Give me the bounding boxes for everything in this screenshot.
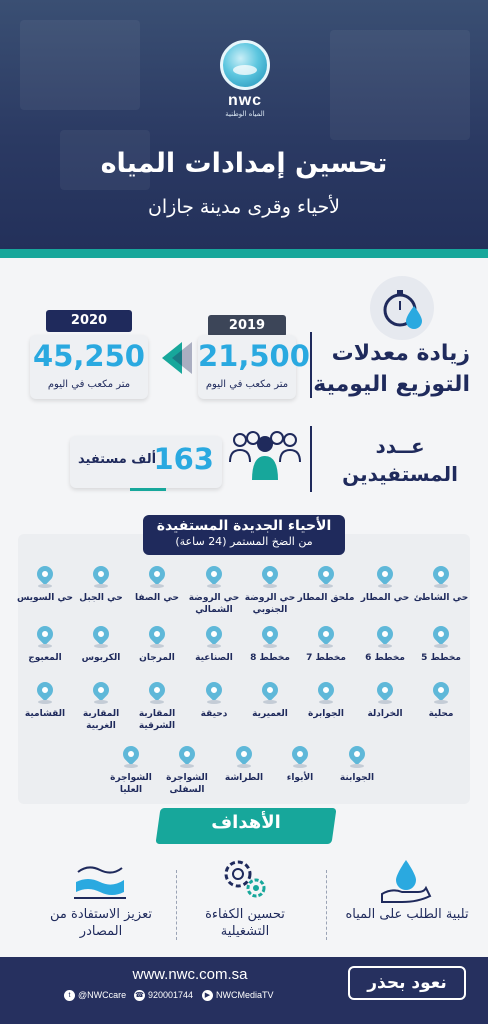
goal-label-resources: تعزيز الاستفادة من المصادر <box>50 907 152 939</box>
youtube-icon: ▶ <box>202 990 213 1001</box>
value-2019-card <box>198 335 310 399</box>
pin-shadow <box>207 700 221 704</box>
pin-shadow <box>263 644 277 648</box>
youtube-handle: NWCMediaTV <box>216 990 274 1000</box>
neighborhood-label: محلية <box>428 709 454 719</box>
twitter-handle: @NWCcare <box>78 990 127 1000</box>
pin-shadow <box>150 644 164 648</box>
neighborhood-label: الكربوس <box>81 653 121 663</box>
beneficiaries-value: 163 <box>153 442 214 476</box>
gears-icon <box>216 854 272 900</box>
neighborhood-label: ملحق المطار <box>297 593 355 603</box>
year-2019-tab: 2019 <box>208 315 286 337</box>
goals-divider-1 <box>326 870 327 940</box>
neighborhoods-title: الأحياء الجديدة المستفيدة <box>156 518 332 534</box>
beneficiaries-card <box>70 436 222 488</box>
pin-shadow <box>94 584 108 588</box>
water-source-icon <box>72 858 128 904</box>
water-hand-icon <box>378 858 434 904</box>
pin-shadow <box>434 584 448 588</box>
pin-shadow <box>150 584 164 588</box>
neighborhood-label: الخرادلة <box>367 709 403 719</box>
value-2020-card <box>30 335 148 399</box>
neighborhoods-header <box>143 515 345 555</box>
neighborhood-label: حي الشاطئ <box>413 593 469 603</box>
distribution-divider <box>310 332 312 398</box>
people-group-icon <box>226 428 304 488</box>
pin-shadow <box>94 644 108 648</box>
neighborhood-label: الشواجرة السفلى <box>166 773 208 795</box>
beneficiaries-heading <box>342 432 458 488</box>
nwc-logo-icon <box>220 40 270 90</box>
neighborhood-label: القشامية <box>24 709 66 719</box>
pin-shadow <box>350 764 364 768</box>
distribution-heading-line1: زيادة معدلات <box>331 341 470 366</box>
pin-shadow <box>319 700 333 704</box>
pin-shadow <box>207 584 221 588</box>
pin-shadow <box>263 584 277 588</box>
pin-shadow <box>150 700 164 704</box>
pin-shadow <box>94 700 108 704</box>
neighborhood-label: الصناعية <box>195 653 233 663</box>
pin-shadow <box>434 644 448 648</box>
twitter-icon: t <box>64 990 75 1001</box>
beneficiaries-underline <box>130 488 166 491</box>
header-divider <box>0 249 488 258</box>
pin-shadow <box>319 644 333 648</box>
goals-divider-2 <box>176 870 177 940</box>
pin-shadow <box>434 700 448 704</box>
phone-link[interactable] <box>134 990 193 1001</box>
neighborhood-label: المقاربة الشرقية <box>138 709 176 731</box>
pin-shadow <box>38 644 52 648</box>
goals-title: الأهداف <box>211 812 281 833</box>
pin-shadow <box>319 584 333 588</box>
neighborhood-label: مخطط 8 <box>250 653 290 663</box>
neighborhood-label: حي الروضة الجنوبي <box>244 593 296 615</box>
neighborhood-label: الأبواء <box>286 773 314 783</box>
beneficiaries-divider <box>310 426 312 492</box>
twitter-link[interactable] <box>64 990 126 1001</box>
stopwatch-drop-icon <box>370 276 434 340</box>
neighborhood-label: مخطط 6 <box>365 653 405 663</box>
slogan-badge: نعود بحذر <box>348 966 466 1000</box>
distribution-heading-line2: التوزيع اليومية <box>313 372 470 397</box>
pin-shadow <box>180 764 194 768</box>
neighborhood-label: الشواجرة العليا <box>110 773 152 795</box>
pin-shadow <box>378 700 392 704</box>
neighborhood-label: الطراشة <box>224 773 264 783</box>
pin-shadow <box>293 764 307 768</box>
neighborhood-label: حي السويس <box>16 593 74 603</box>
neighborhood-label: حي الصفا <box>135 593 179 603</box>
neighborhood-label: الجوابرة <box>308 709 344 719</box>
website-link[interactable]: www.nwc.com.sa <box>132 966 248 983</box>
page-title: تحسين إمدادات المياه <box>100 148 388 179</box>
neighborhoods-subtitle: من الضخ المستمر (24 ساعة) <box>175 535 313 548</box>
arrow-left-shadow-icon <box>172 342 192 374</box>
neighborhood-label: مخطط 7 <box>306 653 346 663</box>
neighborhood-label: المقاربة الغربية <box>82 709 120 731</box>
value-2019: 21,500 <box>198 339 310 373</box>
neighborhood-label: المرجان <box>139 653 175 663</box>
neighborhood-label: المعبوج <box>28 653 62 663</box>
pin-shadow <box>207 644 221 648</box>
neighborhood-label: دحيقة <box>200 709 228 719</box>
value-2020: 45,250 <box>33 339 145 373</box>
neighborhood-label: الجوابنة <box>339 773 375 783</box>
pin-shadow <box>38 700 52 704</box>
goal-label-demand: تلبية الطلب على المياه <box>345 907 469 922</box>
pin-shadow <box>263 700 277 704</box>
pin-shadow <box>38 584 52 588</box>
logo-subtext: المياه الوطنية <box>225 110 265 118</box>
phone-number: 920001744 <box>148 990 194 1000</box>
distribution-heading <box>313 338 470 400</box>
youtube-link[interactable] <box>202 990 274 1001</box>
pin-shadow <box>378 584 392 588</box>
phone-icon: ☎ <box>135 992 144 1000</box>
pin-shadow <box>237 764 251 768</box>
page-subtitle: لأحياء وقرى مدينة جازان <box>147 196 341 218</box>
neighborhood-label: العميرية <box>252 709 288 719</box>
pin-shadow <box>124 764 138 768</box>
beneficiaries-unit: ألف مستفيد <box>78 452 157 467</box>
neighborhood-label: حي المطار <box>360 593 410 603</box>
logo-text: nwc <box>227 92 263 109</box>
year-2020-tab: 2020 <box>46 310 132 332</box>
goal-label-efficiency: تحسين الكفاءة التشغيلية <box>205 907 285 939</box>
unit-2020: متر مكعب في اليوم <box>47 379 131 390</box>
beneficiaries-heading-line1: عــدد <box>375 434 425 458</box>
neighborhood-label: حي الروضة الشمالي <box>188 593 240 615</box>
unit-2019: متر مكعب في اليوم <box>205 379 289 390</box>
neighborhood-label: حي الجبل <box>79 593 123 603</box>
neighborhood-label: مخطط 5 <box>421 653 461 663</box>
pin-shadow <box>378 644 392 648</box>
beneficiaries-heading-line2: المستفيدين <box>342 462 458 486</box>
